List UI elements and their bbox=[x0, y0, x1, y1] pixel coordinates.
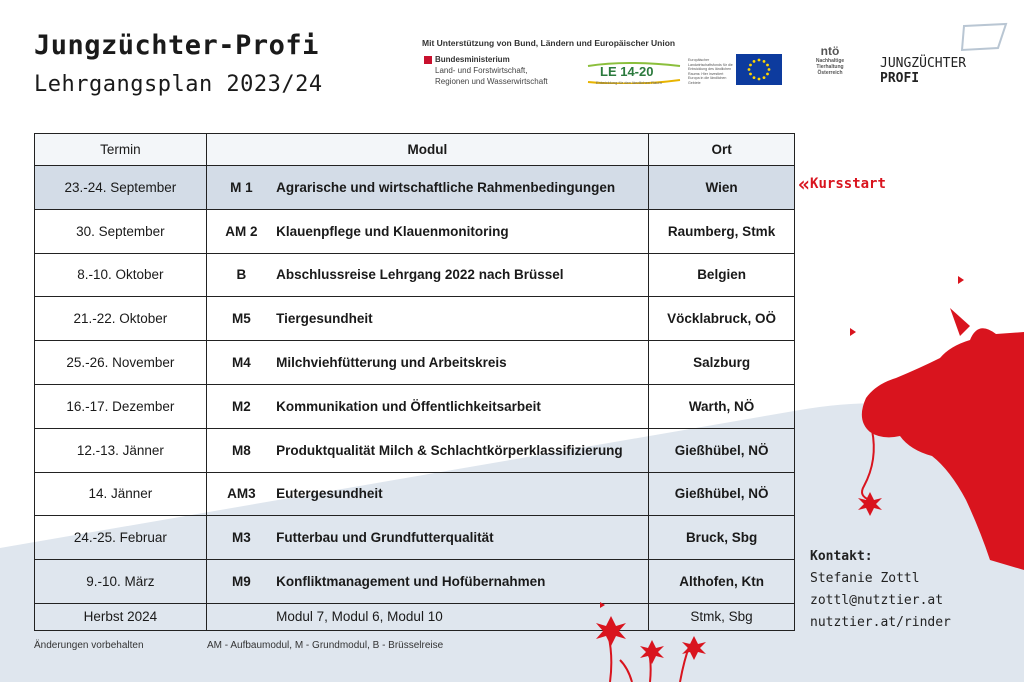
ministry-logo bbox=[424, 54, 548, 87]
table-row bbox=[35, 428, 795, 472]
cell-modul: Modul 7, Modul 6, Modul 10 bbox=[276, 603, 649, 630]
table-row bbox=[35, 166, 795, 210]
table-row bbox=[35, 209, 795, 253]
ministry-title: Bundesministerium bbox=[435, 55, 510, 64]
cell-termin: 9.-10. März bbox=[35, 560, 207, 604]
footnote-legend: AM - Aufbaumodul, M - Grundmodul, B - Brüsselreise bbox=[207, 640, 444, 651]
page-subtitle: Lehrgangsplan 2023/24 bbox=[34, 72, 323, 97]
cell-ort: Wien bbox=[649, 166, 795, 210]
austria-flag-icon bbox=[424, 56, 432, 64]
cell-ort: Althofen, Ktn bbox=[649, 560, 795, 604]
table-row bbox=[35, 341, 795, 385]
jz-logo-line-1: JUNGZÜCHTER bbox=[880, 56, 967, 71]
cell-ort: Belgien bbox=[649, 253, 795, 297]
cell-termin: 8.-10. Oktober bbox=[35, 253, 207, 297]
cell-termin: 23.-24. September bbox=[35, 166, 207, 210]
jungzuechter-logo bbox=[880, 56, 966, 86]
cell-modul: Eutergesundheit bbox=[276, 472, 649, 516]
cell-modul: Agrarische und wirtschaftliche Rahmenbedingungen bbox=[276, 166, 649, 210]
table-row bbox=[35, 253, 795, 297]
cell-termin: 21.-22. Oktober bbox=[35, 297, 207, 341]
cell-ort: Raumberg, Stmk bbox=[649, 209, 795, 253]
cell-termin: 25.-26. November bbox=[35, 341, 207, 385]
table-row bbox=[35, 516, 795, 560]
course-schedule-table bbox=[34, 133, 795, 631]
cell-code: M8 bbox=[206, 428, 276, 472]
table-header-row bbox=[35, 134, 795, 166]
flowers-illustration-icon bbox=[570, 596, 720, 682]
cell-ort: Gießhübel, NÖ bbox=[649, 428, 795, 472]
cell-ort: Salzburg bbox=[649, 341, 795, 385]
cell-code: M5 bbox=[206, 297, 276, 341]
cell-modul: Abschlussreise Lehrgang 2022 nach Brüssel bbox=[276, 253, 649, 297]
cell-modul: Futterbau und Grundfutterqualität bbox=[276, 516, 649, 560]
nto-logo-line-2: Tierhaltung bbox=[816, 64, 844, 70]
eu-flag-icon bbox=[736, 54, 782, 85]
cell-modul: Tiergesundheit bbox=[276, 297, 649, 341]
contact-heading: Kontakt: bbox=[810, 549, 873, 564]
contact-email-link[interactable]: zottl@nutztier.at bbox=[810, 593, 944, 608]
cell-termin: 12.-13. Jänner bbox=[35, 428, 207, 472]
table-row bbox=[35, 472, 795, 516]
logo-outline-shape-icon bbox=[960, 22, 1010, 52]
cell-modul: Klauenpflege und Klauenmonitoring bbox=[276, 209, 649, 253]
cow-illustration-icon bbox=[800, 260, 1024, 570]
le-logo-sub: Entwicklung für den ländlichen Raum bbox=[596, 80, 662, 85]
kursstart-marker bbox=[798, 172, 886, 196]
cell-code: M 1 bbox=[206, 166, 276, 210]
cell-termin: 24.-25. Februar bbox=[35, 516, 207, 560]
header-modul: Modul bbox=[206, 134, 648, 166]
cell-ort: Gießhübel, NÖ bbox=[649, 472, 795, 516]
cell-termin: Herbst 2024 bbox=[35, 603, 207, 630]
cell-code: M2 bbox=[206, 384, 276, 428]
table-row bbox=[35, 384, 795, 428]
cell-modul: Konfliktmanagement und Hofübernahmen bbox=[276, 560, 649, 604]
contact-web-link[interactable]: nutztier.at/rinder bbox=[810, 615, 951, 630]
cell-code: AM 2 bbox=[206, 209, 276, 253]
contact-block bbox=[810, 546, 951, 634]
cell-termin: 14. Jänner bbox=[35, 472, 207, 516]
le-logo-label: LE 14-20 bbox=[600, 64, 654, 79]
cell-code: M9 bbox=[206, 560, 276, 604]
cell-ort: Warth, NÖ bbox=[649, 384, 795, 428]
cell-modul: Produktqualität Milch & Schlachtkörperklassifizierung bbox=[276, 428, 649, 472]
support-text: Mit Unterstützung von Bund, Ländern und Europäischer Union bbox=[422, 38, 676, 48]
cell-modul: Milchviehfütterung und Arbeitskreis bbox=[276, 341, 649, 385]
cell-termin: 16.-17. Dezember bbox=[35, 384, 207, 428]
kursstart-label: Kursstart bbox=[810, 176, 886, 192]
ministry-line-1: Land- und Forstwirtschaft, bbox=[435, 66, 528, 75]
nto-logo bbox=[800, 44, 860, 76]
cell-code: M3 bbox=[206, 516, 276, 560]
cell-code: AM3 bbox=[206, 472, 276, 516]
header-termin: Termin bbox=[35, 134, 207, 166]
cell-ort: Bruck, Sbg bbox=[649, 516, 795, 560]
ministry-line-2: Regionen und Wasserwirtschaft bbox=[435, 77, 548, 86]
cell-code: M4 bbox=[206, 341, 276, 385]
nto-logo-line-1: Nachhaltige bbox=[815, 58, 845, 64]
cell-ort: Stmk, Sbg bbox=[649, 603, 795, 630]
cell-ort: Vöcklabruck, OÖ bbox=[649, 297, 795, 341]
nto-logo-line-3: Österreich bbox=[817, 70, 843, 76]
eu-fund-text: Europäischer Landwirtschaftsfonds für die Entwicklung des ländlichen Raums: Hier investiert Europa in die ländlichen Gebiete bbox=[688, 58, 733, 85]
cell-code bbox=[206, 603, 276, 630]
jz-logo-line-2: PROFI bbox=[880, 71, 920, 86]
cell-modul: Kommunikation und Öffentlichkeitsarbeit bbox=[276, 384, 649, 428]
page-title: Jungzüchter-Profi bbox=[34, 30, 319, 61]
header-ort: Ort bbox=[649, 134, 795, 166]
double-chevron-left-icon: « bbox=[798, 172, 805, 196]
nto-logo-big: ntö bbox=[820, 44, 840, 58]
contact-name: Stefanie Zottl bbox=[810, 571, 920, 586]
cell-code: B bbox=[206, 253, 276, 297]
table-row bbox=[35, 297, 795, 341]
cell-termin: 30. September bbox=[35, 209, 207, 253]
footnote-changes: Änderungen vorbehalten bbox=[34, 640, 144, 651]
